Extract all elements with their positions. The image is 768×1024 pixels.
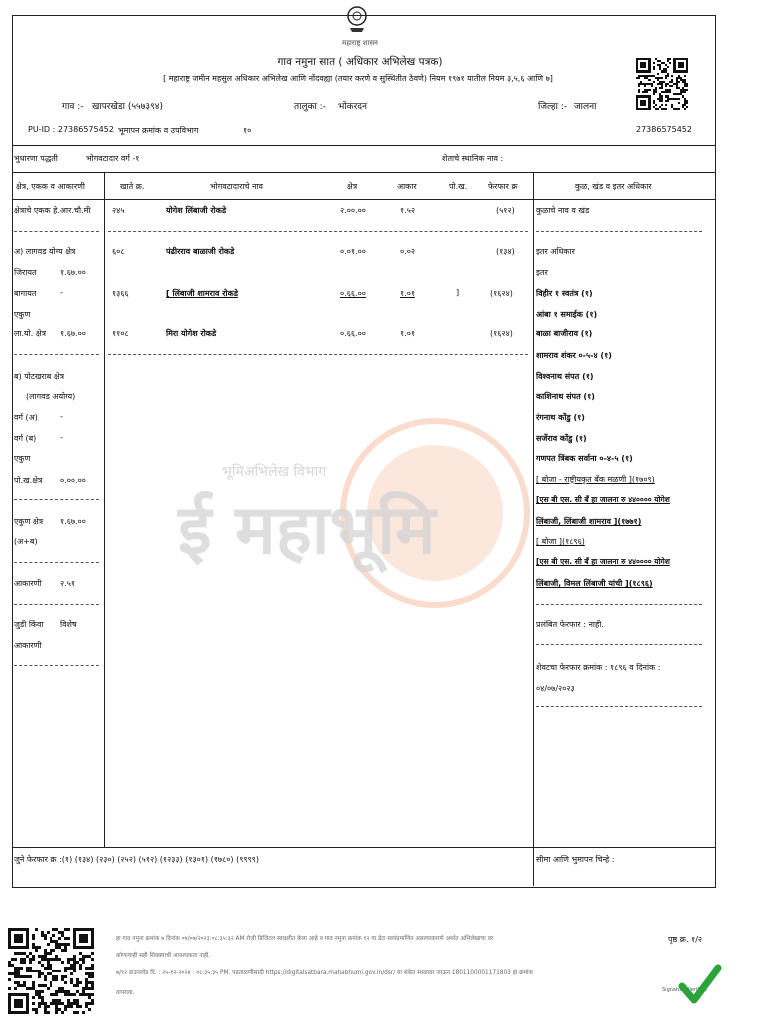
table-row-owner: पंढीरराव बाळाजी रोकडे [166, 247, 235, 256]
total-area-sub: (अ+ब) [14, 537, 38, 546]
col-header-assessment: आकार [397, 182, 417, 191]
footer-note: वापरावा. [116, 990, 135, 996]
last-mutation-date: ०४/०७/२०२३ [536, 684, 575, 693]
table-row-area: २.००.०० [340, 206, 366, 215]
table-row-owner: [ लिंबाजी शामराव रोकडे [166, 289, 239, 298]
rights-entry: [एस बी एस. सी बँ हा जालना रु ४४०००० योगेश [536, 495, 670, 504]
table-row-mutation: (१३४) [496, 247, 515, 256]
puid-right: 27386575452 [636, 125, 692, 134]
table-row-area: ०.६६.०० [340, 289, 366, 298]
table-row-account: ११०८ [112, 329, 129, 338]
rights-entry: विहीर १ स्वतंत्र (१) [536, 289, 593, 298]
table-row-account: १३६६ [112, 289, 129, 298]
bagayat-value: - [60, 288, 63, 297]
qr-code [8, 928, 94, 1014]
special-assessment-label: आकारणी [14, 641, 42, 650]
jirayat-label: जिरायत [14, 268, 37, 277]
lay-label: ला.यो. क्षेत्र [14, 329, 46, 338]
table-row-account: ६०८ [112, 247, 125, 256]
survey-label: भूमापन क्रमांक व उपविभाग [118, 126, 199, 135]
col-header-owner: भोगवटादाराचे नाव [210, 182, 263, 191]
potkharab-sub: (लागवड अयोग्य) [26, 392, 76, 401]
rights-entry: रंगनाथ कोंडु (१) [536, 413, 585, 422]
emblem-caption: महाराष्ट्र शासन [342, 39, 378, 47]
rights-entry: काशिनाथ संपत (१) [536, 392, 595, 401]
rights-entry: [एस बी एस. सी बँ हा जालना रु ४४०००० योगेश [536, 557, 670, 566]
pokh-label: पो.ख.क्षेत्र [14, 476, 43, 485]
col-header-rights: कुळ, खंड व इतर अधिकार [575, 182, 652, 191]
potkharab-label: ब) पोटखराब क्षेत्र [14, 372, 65, 381]
judi-label: जुडी किंवा [14, 620, 44, 629]
lay-value: १.६७.०० [60, 329, 86, 338]
total-area-label: एकुण क्षेत्र [14, 517, 44, 526]
other-label: इतर [536, 268, 548, 277]
table-row-owner: मिरा योगेश रोकडे [166, 329, 217, 338]
footer-note: कोणत्याही सही शिक्क्याची आवश्यकता नाही. [116, 953, 211, 959]
table-row-mutation: (१६२४) [490, 329, 513, 338]
taluka-value: भोकरदन [338, 102, 368, 112]
table-row-area: ०.०१.०० [340, 247, 366, 256]
district-label: जिल्हा :- [538, 102, 568, 112]
rights-entry: सर्जेराव कोंडु (१) [536, 434, 587, 443]
rights-entry: लिंबाजी, विमल लिंबाजी यांची ](१८९६) [536, 579, 653, 588]
table-row-area: ०.६६.०० [340, 329, 366, 338]
tenure-value: भोगवटादार वर्ग -१ [86, 154, 140, 163]
rights-entry: विश्वनाथ संपत (१) [536, 372, 594, 381]
local-name-label: शेताचे स्थानिक नाव : [442, 154, 504, 163]
rights-entry: गणपत त्रिंबक सर्वाना ०-४-५ (१) [536, 454, 633, 463]
table-row-assessment: १.०१ [400, 289, 416, 298]
signature-verified-caption: Signature Verified [662, 987, 707, 993]
table-row-assessment: ०.०२ [400, 247, 416, 256]
page-number: पृष्ठ क्र. १/२ [668, 935, 703, 944]
special-label: विशेष [60, 620, 77, 629]
unit-label: क्षेत्राचे एकक हे.आर.चौ.मी [14, 206, 91, 215]
col-header-area: क्षेत्र [347, 182, 358, 191]
pokh-value: ०.००.०० [60, 476, 86, 485]
rights-entry: [ बोजा ](१८९६) [536, 537, 585, 546]
puid-label: PU-ID : 27386575452 [28, 125, 114, 134]
jirayat-value: १.६७.०० [60, 268, 86, 277]
boundary-label: सीमा आणि भुमापन चिन्हे : [536, 855, 615, 864]
total-label-1: एकुण [14, 310, 31, 319]
village-value: खापरखेडा (५५७३९४) [92, 102, 163, 112]
col-header-account: खाते क्र. [120, 182, 145, 191]
rights-entry: बाळा बाजीराव (१) [536, 329, 593, 338]
table-row-bracket: ] [456, 288, 460, 297]
col-header-pokh: पो.ख. [449, 182, 468, 191]
tenant-label: कुळाचे नाव व खंड [536, 206, 590, 215]
total-area-value: १.६७.०० [60, 517, 86, 526]
col-header-area-unit: क्षेत्र, एकक व आकारणी [16, 182, 86, 191]
page-title: गाव नमुना सात ( अधिकार अभिलेख पत्रक) [277, 56, 443, 68]
tenure-label: भुधारणा पद्धती [14, 154, 58, 163]
survey-value: १० [243, 126, 252, 135]
class-a-label: वर्ग (अ) [14, 413, 38, 422]
watermark-small-text: भूमिअभिलेख विभाग [222, 464, 327, 480]
pending-mutation: प्रलंबित फेरफार : नाही. [536, 620, 604, 629]
page-subtitle: [ महाराष्ट्र जमीन महसुल अधिकार अभिलेख आणि नोंदवह्या (तयार करणे व सुस्थितीत ठेवणे) नियम १९७१ यातील नियम ३,५,६ आणि ७] [163, 74, 553, 83]
total-label-2: एकुण [14, 454, 31, 463]
watermark-text: ई महाभूमि [178, 491, 436, 570]
checkmark-icon [678, 962, 722, 1006]
old-mutations: जुने फेरफार क्र :(१) (१३४) (२३०) (२५२) (५१२) (१२३३) (१३०१) (१७८०) (९९९९) [14, 855, 259, 864]
table-row-mutation: (१६२४) [490, 289, 513, 298]
taluka-label: तालुका :- [294, 102, 326, 112]
table-row-mutation: (५१२) [496, 206, 515, 215]
class-a-value: - [60, 412, 63, 421]
rights-entry: शामराव शंकर ०-५-४ (१) [536, 351, 612, 360]
village-label: गाव :- [62, 102, 84, 112]
rights-entry: लिंबाजी, लिंबाजी शामराव ](१७७१) [536, 517, 642, 526]
assessment-value: २.५१ [60, 579, 76, 588]
rights-entry: [ बोजा - राष्ट्रीयकृत बँक मळणी ](१७०९) [536, 475, 655, 484]
footer-note: हा गाव नमुना क्रमांक ७ दिनांक ०४/०७/२०२३:०८:३५:३२ AM रोजी डिजिटल स्वाक्षरीत केला आहे व गाव नमुना क्रमांक १२ या डेटा स्वयंप्रमाणित असल्याकारणे अर्थात अभिलेखाचा वर [116, 936, 494, 942]
district-value: जालना [574, 102, 597, 112]
bagayat-label: बागायत [14, 289, 37, 298]
assessment-label: आकारणी [14, 579, 42, 588]
table-row-owner: योगेश लिंबाजी रोकडे [166, 206, 227, 215]
last-mutation-label: शेवटचा फेरफार क्रमांक : १८९६ व दिनांक : [536, 663, 661, 672]
other-rights-label: इतर अधिकार [536, 247, 575, 256]
footer-note: ७/१२ डाउनलोड दि. : २५-१२-२०२४ : ०८:३५:३५ PM. पडताळणीसाठी https://digitalsatbara.mahabhumi.gov.in/dsr/ या संकेत स्थळावर जाऊन 1801100001171803 हा क्रमांक [116, 970, 533, 976]
class-b-label: वर्ग (ब) [14, 434, 37, 443]
rights-entry: आंबा १ समाईक (१) [536, 310, 598, 319]
class-b-value: - [60, 433, 63, 442]
col-header-mutation: फेरफार क्र [488, 182, 518, 191]
cultivable-label: अ) लागवड योग्य क्षेत्र [14, 247, 76, 256]
table-row-account: २४५ [112, 206, 125, 215]
table-row-assessment: १.५२ [400, 206, 416, 215]
table-row-assessment: १.०१ [400, 329, 416, 338]
